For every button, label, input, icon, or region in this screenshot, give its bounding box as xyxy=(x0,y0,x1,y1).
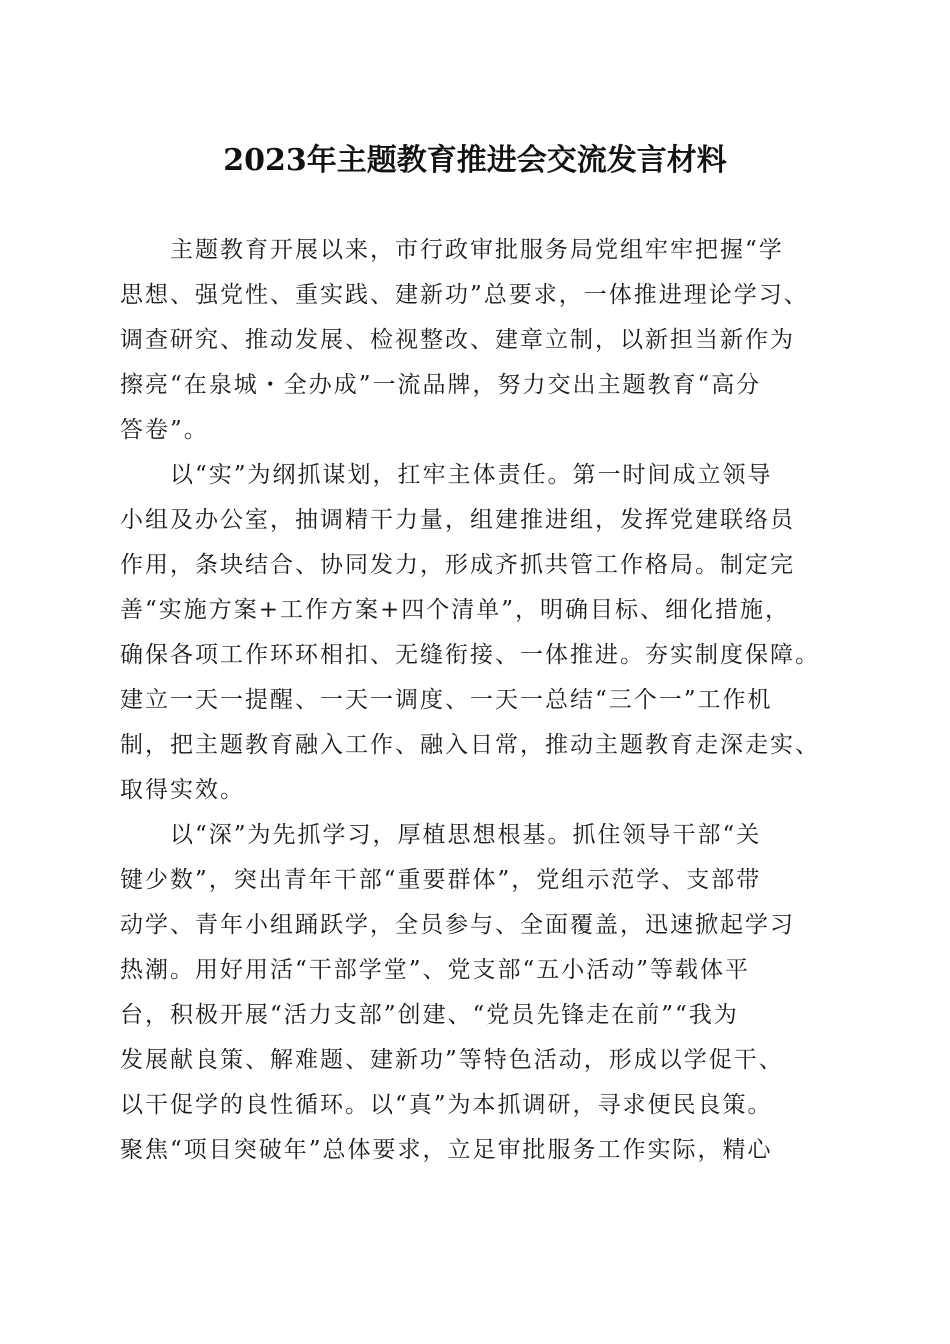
body-line: 建立一天一提醒、一天一调度、一天一总结“三个一”工作机 xyxy=(120,687,773,713)
body-line: 取得实效。 xyxy=(120,777,245,803)
body-line: 以“实”为纲抓谋划，扛牢主体责任。第一时间成立领导 xyxy=(170,462,773,488)
body-line: 主题教育开展以来，市行政审批服务局党组牢牢把握“学 xyxy=(170,237,784,263)
body-line: 热潮。用好用活“干部学堂”、党支部“五小活动”等载体平 xyxy=(120,957,751,983)
body-line: 聚焦“项目突破年”总体要求，立足审批服务工作实际，精心 xyxy=(120,1137,773,1163)
body-line: 小组及办公室，抽调精干力量，组建推进组，发挥党建联络员 xyxy=(120,507,795,533)
body-line: 制，把主题教育融入工作、融入日常，推动主题教育走深走实、 xyxy=(120,732,820,758)
body-line: 思想、强党性、重实践、建新功”总要求，一体推进理论学习、 xyxy=(120,282,809,308)
body-line: 动学、青年小组踊跃学，全员参与、全面覆盖，迅速掀起学习 xyxy=(120,912,795,938)
body-line: 善“实施方案+工作方案+四个清单”，明确目标、细化措施， xyxy=(120,597,791,623)
body-line: 发展献良策、解难题、建新功”等特色活动，形成以学促干、 xyxy=(120,1047,784,1073)
body-line: 以干促学的良性循环。以“真”为本抓调研，寻求便民良策。 xyxy=(120,1092,773,1118)
body-line: 以“深”为先抓学习，厚植思想根基。抓住领导干部“关 xyxy=(170,822,762,848)
document-body xyxy=(120,228,832,1173)
body-line: 擦亮“在泉城・全办成”一流品牌，努力交出主题教育“高分 xyxy=(120,372,762,398)
body-line: 台，积极开展“活力支部”创建、“党员先锋走在前”“我为 xyxy=(120,1002,739,1028)
body-line: 键少数”，突出青年干部“重要群体”，党组示范学、支部带 xyxy=(120,867,762,893)
document-title: 2023年主题教育推进会交流发言材料 xyxy=(223,143,727,178)
body-line: 作用，条块结合、协同发力，形成齐抓共管工作格局。制定完 xyxy=(120,552,795,578)
body-line: 确保各项工作环环相扣、无缝衔接、一体推进。夯实制度保障。 xyxy=(120,642,820,668)
body-line: 答卷”。 xyxy=(120,417,209,443)
body-line: 调查研究、推动发展、检视整改、建章立制，以新担当新作为 xyxy=(120,327,795,353)
